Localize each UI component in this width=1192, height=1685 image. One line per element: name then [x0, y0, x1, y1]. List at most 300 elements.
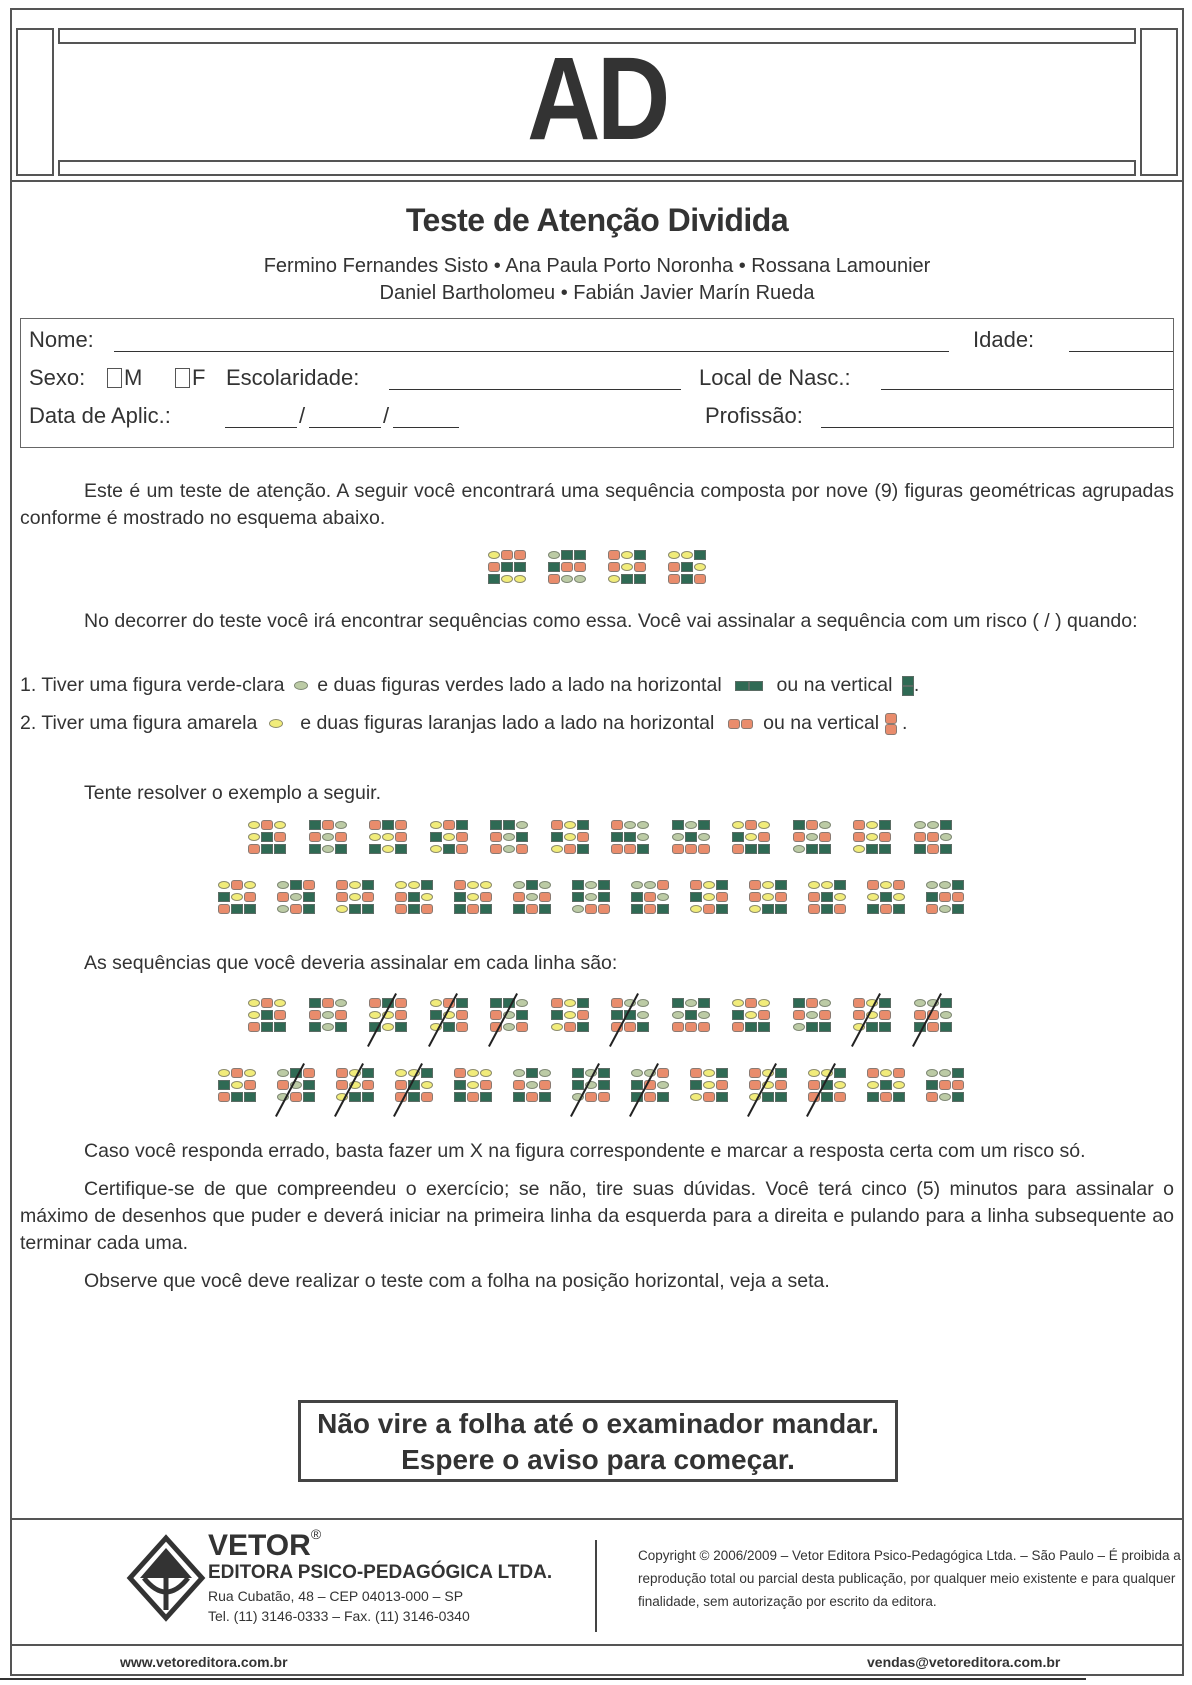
green-square-icon	[775, 1092, 787, 1102]
authors-line-1: Fermino Fernandes Sisto • Ana Paula Porto Noronha • Rossana Lamounier	[263, 255, 931, 277]
green-square-icon	[940, 1022, 952, 1032]
figure-grid[interactable]	[690, 880, 728, 916]
orange-square-icon	[668, 562, 680, 572]
orange-square-icon	[793, 832, 805, 842]
orange-square-icon	[261, 820, 273, 830]
green-square-icon	[634, 550, 646, 560]
green-square-icon	[806, 1022, 818, 1032]
light-green-ellipse-icon	[939, 1069, 951, 1077]
orange-square-icon	[749, 1068, 761, 1078]
orange-square-icon	[927, 844, 939, 854]
orange-square-icon	[336, 880, 348, 890]
figure-grid[interactable]	[853, 820, 891, 856]
form-row-3	[29, 403, 1165, 433]
green-square-icon	[244, 904, 256, 914]
escolaridade-field[interactable]	[389, 389, 681, 390]
yellow-ellipse-icon	[762, 881, 774, 889]
light-green-ellipse-icon	[672, 1011, 684, 1019]
yellow-ellipse-icon	[564, 821, 576, 829]
yellow-ellipse-icon	[218, 1069, 230, 1077]
green-square-icon	[867, 904, 879, 914]
orange-square-icon	[490, 832, 502, 842]
orange-square-icon	[218, 1092, 230, 1102]
figure-grid[interactable]	[572, 880, 610, 916]
orange-square-icon	[749, 892, 761, 902]
orange-square-icon	[290, 904, 302, 914]
green-square-icon	[443, 1022, 455, 1032]
publisher-phone: Tel. (11) 3146-0333 – Fax. (11) 3146-0340	[208, 1608, 470, 1624]
green-square-icon	[893, 1092, 905, 1102]
light-green-ellipse-icon	[513, 1069, 525, 1077]
green-square-icon	[395, 844, 407, 854]
orange-square-icon	[749, 1080, 761, 1090]
figure-grid[interactable]	[336, 880, 374, 916]
orange-square-icon	[574, 562, 586, 572]
orange-square-icon	[467, 904, 479, 914]
local-nasc-field[interactable]	[881, 389, 1173, 390]
figure-grid[interactable]	[551, 998, 589, 1034]
figure-grid[interactable]	[490, 998, 528, 1034]
idade-field[interactable]	[1069, 351, 1173, 352]
green-square-icon	[362, 1092, 374, 1102]
orange-square-icon	[624, 844, 636, 854]
orange-square-icon	[551, 998, 563, 1008]
sexo-f-checkbox[interactable]	[175, 368, 190, 388]
green-square-icon	[611, 1010, 623, 1020]
green-square-icon	[303, 892, 315, 902]
light-green-ellipse-icon	[539, 881, 551, 889]
figure-grid[interactable]	[248, 998, 286, 1034]
orange-square-icon	[819, 832, 831, 842]
orange-square-icon	[758, 832, 770, 842]
orange-square-icon	[277, 892, 289, 902]
green-square-icon	[716, 1068, 728, 1078]
green-square-icon	[572, 1080, 584, 1090]
rule-2: 2. Tiver uma figura amarela e duas figuras laranjas lado a lado na horizontal ou na vertical .	[20, 712, 908, 734]
yellow-ellipse-icon	[758, 821, 770, 829]
green-square-icon	[572, 880, 584, 890]
orange-square-icon	[775, 892, 787, 902]
green-square-icon	[539, 1092, 551, 1102]
figure-grid[interactable]	[277, 880, 315, 916]
green-square-icon	[926, 1080, 938, 1090]
orange-square-icon	[395, 904, 407, 914]
figure-grid[interactable]	[672, 820, 710, 856]
green-square-icon	[548, 562, 560, 572]
green-square-icon	[940, 820, 952, 830]
figure-grid[interactable]	[867, 880, 905, 916]
light-green-ellipse-icon	[926, 881, 938, 889]
sexo-m-checkbox[interactable]	[107, 368, 122, 388]
green-square-icon	[303, 1080, 315, 1090]
email-link[interactable]: vendas@vetoreditora.com.br	[867, 1654, 1061, 1670]
wait-notice	[298, 1400, 898, 1482]
orange-square-icon	[703, 1092, 715, 1102]
two-orange-vertical-icon	[885, 713, 897, 735]
figure-grid[interactable]	[395, 1068, 433, 1104]
intro-paragraph: Este é um teste de atenção. A seguir você encontrará uma sequência composta por nove (9) figuras geométricas agrupadas conforme é mostrado no esquema abaixo.	[20, 480, 1174, 529]
green-square-icon	[681, 562, 693, 572]
escolaridade-label: Escolaridade:	[226, 365, 360, 390]
orange-square-icon	[369, 820, 381, 830]
green-square-icon	[454, 1080, 466, 1090]
figure-grid[interactable]	[430, 998, 468, 1034]
orange-square-icon	[880, 1092, 892, 1102]
orange-square-icon	[598, 1092, 610, 1102]
green-square-icon	[408, 1092, 420, 1102]
orange-square-icon	[745, 998, 757, 1008]
yellow-ellipse-icon	[244, 881, 256, 889]
light-green-ellipse-icon	[539, 1069, 551, 1077]
orange-square-icon	[248, 844, 260, 854]
green-square-icon	[879, 820, 891, 830]
green-square-icon	[490, 820, 502, 830]
yellow-ellipse-icon	[732, 821, 744, 829]
orange-square-icon	[362, 892, 374, 902]
figure-grid[interactable]	[309, 820, 347, 856]
test-sheet	[10, 8, 1184, 1676]
light-green-ellipse-icon	[940, 833, 952, 841]
examinee-form	[20, 318, 1174, 448]
green-square-icon	[480, 1092, 492, 1102]
orange-square-icon	[585, 904, 597, 914]
green-square-icon	[690, 1080, 702, 1090]
frame-left-post	[16, 28, 54, 176]
try-example-text: Tente resolver o exemplo a seguir.	[84, 782, 381, 804]
figure-grid[interactable]	[793, 998, 831, 1034]
yellow-ellipse-icon	[514, 575, 526, 583]
green-square-icon	[261, 1022, 273, 1032]
green-square-icon	[408, 892, 420, 902]
orange-square-icon	[893, 1068, 905, 1078]
figure-grid[interactable]	[611, 820, 649, 856]
yellow-ellipse-icon	[430, 821, 442, 829]
green-square-icon	[309, 998, 321, 1008]
yellow-ellipse-icon	[269, 719, 283, 728]
figure-grid[interactable]	[732, 820, 770, 856]
figure-grid[interactable]	[926, 1068, 964, 1104]
orange-square-icon	[698, 1022, 710, 1032]
green-square-icon	[952, 880, 964, 890]
light-green-ellipse-icon	[585, 893, 597, 901]
yellow-ellipse-icon	[867, 893, 879, 901]
green-square-icon	[577, 1022, 589, 1032]
orange-square-icon	[867, 880, 879, 890]
idade-label: Idade:	[973, 327, 1035, 352]
figure-grid[interactable]	[749, 880, 787, 916]
green-square-icon	[867, 1092, 879, 1102]
profissao-field[interactable]	[821, 427, 1173, 428]
figure-grid[interactable]	[732, 998, 770, 1034]
light-green-ellipse-icon	[277, 1069, 289, 1077]
figure-grid[interactable]	[218, 1068, 256, 1104]
orange-square-icon	[927, 1022, 939, 1032]
vetor-logo-icon	[126, 1534, 206, 1622]
orange-square-icon	[490, 844, 502, 854]
green-square-icon	[309, 820, 321, 830]
green-square-icon	[454, 904, 466, 914]
orange-square-icon	[274, 1010, 286, 1020]
orange-square-icon	[698, 844, 710, 854]
orange-square-icon	[274, 832, 286, 842]
green-square-icon	[218, 892, 230, 902]
green-square-icon	[698, 820, 710, 830]
green-square-icon	[503, 820, 515, 830]
green-square-icon	[716, 880, 728, 890]
yellow-ellipse-icon	[608, 575, 620, 583]
green-square-icon	[349, 1092, 361, 1102]
orange-square-icon	[335, 832, 347, 842]
figure-grid[interactable]	[668, 550, 706, 586]
figure-grid[interactable]	[611, 998, 649, 1034]
orange-square-icon	[488, 562, 500, 572]
orange-square-icon	[551, 820, 563, 830]
light-green-ellipse-icon	[806, 1011, 818, 1019]
orange-square-icon	[834, 904, 846, 914]
yellow-ellipse-icon	[349, 893, 361, 901]
green-square-icon	[657, 1092, 669, 1102]
data-month-field[interactable]	[309, 427, 381, 428]
yellow-ellipse-icon	[564, 833, 576, 841]
orange-square-icon	[513, 1080, 525, 1090]
orange-square-icon	[490, 1010, 502, 1020]
green-square-icon	[244, 1092, 256, 1102]
green-square-icon	[577, 998, 589, 1008]
light-green-ellipse-icon	[322, 1023, 334, 1031]
green-square-icon	[834, 880, 846, 890]
orange-square-icon	[539, 892, 551, 902]
orange-square-icon	[644, 1092, 656, 1102]
green-square-icon	[516, 832, 528, 842]
orange-square-icon	[514, 550, 526, 560]
orange-square-icon	[672, 1022, 684, 1032]
green-square-icon	[631, 1080, 643, 1090]
figure-grid[interactable]	[808, 1068, 846, 1104]
figure-grid[interactable]	[395, 880, 433, 916]
green-square-icon	[551, 832, 563, 842]
figure-grid[interactable]	[914, 820, 952, 856]
form-row-1	[29, 327, 1165, 357]
orange-square-icon	[819, 1010, 831, 1020]
figure-grid[interactable]	[926, 880, 964, 916]
figure-grid[interactable]	[690, 1068, 728, 1104]
figure-grid[interactable]	[430, 820, 468, 856]
figure-grid[interactable]	[672, 998, 710, 1034]
figure-grid[interactable]	[488, 550, 526, 586]
yellow-ellipse-icon	[421, 893, 433, 901]
light-green-ellipse-icon	[939, 881, 951, 889]
green-square-icon	[274, 1022, 286, 1032]
figure-grid[interactable]	[572, 1068, 610, 1104]
yellow-ellipse-icon	[703, 893, 715, 901]
figure-grid[interactable]	[490, 820, 528, 856]
green-square-icon	[490, 998, 502, 1008]
figure-grid[interactable]	[548, 550, 586, 586]
light-green-ellipse-icon	[503, 833, 515, 841]
orange-square-icon	[395, 892, 407, 902]
green-square-icon	[513, 1092, 525, 1102]
light-green-ellipse-icon	[624, 821, 636, 829]
figure-grid[interactable]	[454, 1068, 492, 1104]
orange-square-icon	[309, 832, 321, 842]
sexo-f-option[interactable]: F	[175, 365, 205, 391]
orange-square-icon	[685, 1022, 697, 1032]
light-green-ellipse-icon	[548, 551, 560, 559]
orange-square-icon	[732, 844, 744, 854]
figure-grid[interactable]	[808, 880, 846, 916]
figure-grid[interactable]	[369, 998, 407, 1034]
green-square-icon	[395, 1022, 407, 1032]
figure-grid[interactable]	[551, 820, 589, 856]
yellow-ellipse-icon	[745, 1011, 757, 1019]
orange-square-icon	[634, 562, 646, 572]
frame-right-post	[1140, 28, 1178, 176]
orange-square-icon	[277, 1080, 289, 1090]
green-square-icon	[362, 904, 374, 914]
green-square-icon	[611, 832, 623, 842]
light-green-ellipse-icon	[322, 1011, 334, 1019]
yellow-ellipse-icon	[703, 881, 715, 889]
figure-grid[interactable]	[248, 820, 286, 856]
green-square-icon	[775, 904, 787, 914]
publisher-brand: VETOR®	[208, 1526, 322, 1562]
orange-square-icon	[690, 880, 702, 890]
figure-grid[interactable]	[336, 1068, 374, 1104]
figure-grid[interactable]	[277, 1068, 315, 1104]
data-day-field[interactable]	[225, 427, 297, 428]
date-separator: /	[299, 403, 306, 428]
orange-square-icon	[548, 574, 560, 584]
green-square-icon	[775, 1068, 787, 1078]
wrong-answer-paragraph: Caso você responda errado, basta fazer um X na figura correspondente e marcar a resposta certa com um risco só.	[84, 1140, 1086, 1162]
rule-intro-paragraph: No decorrer do teste você irá encontrar sequências como essa. Você vai assinalar a sequência com um risco ( / ) quando:	[84, 610, 1138, 632]
figure-grid[interactable]	[867, 1068, 905, 1104]
orange-square-icon	[732, 1022, 744, 1032]
yellow-ellipse-icon	[681, 551, 693, 559]
light-green-ellipse-icon	[819, 821, 831, 829]
green-square-icon	[834, 1068, 846, 1078]
light-green-ellipse-icon	[572, 905, 584, 913]
light-green-ellipse-icon	[322, 833, 334, 841]
figure-grid[interactable]	[631, 1068, 669, 1104]
orange-square-icon	[611, 844, 623, 854]
light-green-ellipse-icon	[914, 821, 926, 829]
green-square-icon	[539, 904, 551, 914]
green-square-icon	[621, 574, 633, 584]
green-square-icon	[454, 1092, 466, 1102]
data-year-field[interactable]	[393, 427, 459, 428]
figure-grid[interactable]	[914, 998, 952, 1034]
light-green-ellipse-icon	[277, 881, 289, 889]
orange-square-icon	[248, 1022, 260, 1032]
yellow-ellipse-icon	[231, 893, 243, 901]
yellow-ellipse-icon	[274, 999, 286, 1007]
green-square-icon	[231, 904, 243, 914]
answers-intro-text: As sequências que você deveria assinalar em cada linha são:	[84, 952, 618, 974]
green-square-icon	[551, 1010, 563, 1020]
green-square-icon	[762, 1092, 774, 1102]
yellow-ellipse-icon	[244, 1069, 256, 1077]
green-square-icon	[335, 844, 347, 854]
green-square-icon	[716, 1092, 728, 1102]
data-aplic-label: Data de Aplic.:	[29, 403, 171, 428]
yellow-ellipse-icon	[218, 881, 230, 889]
orange-square-icon	[806, 998, 818, 1008]
orange-square-icon	[516, 1022, 528, 1032]
orange-square-icon	[939, 1080, 951, 1090]
yellow-ellipse-icon	[443, 833, 455, 841]
copyright-notice: Copyright © 2006/2009 – Vetor Editora Psico-Pedagógica Ltda. – São Paulo – É proibida a reprodução total ou parcial desta publicação, por qualquer meio existente e para qualquer finalidade, sem autorização por escrito da editora.	[638, 1548, 1181, 1609]
yellow-ellipse-icon	[893, 1081, 905, 1089]
yellow-ellipse-icon	[866, 821, 878, 829]
sexo-m-option[interactable]: M	[107, 365, 142, 391]
orange-square-icon	[303, 1068, 315, 1078]
light-green-ellipse-icon	[927, 821, 939, 829]
orange-square-icon	[611, 820, 623, 830]
yellow-ellipse-icon	[564, 1011, 576, 1019]
yellow-ellipse-icon	[880, 881, 892, 889]
orange-square-icon	[539, 1080, 551, 1090]
orange-square-icon	[793, 1010, 805, 1020]
light-green-ellipse-icon	[631, 1069, 643, 1077]
yellow-ellipse-icon	[808, 1069, 820, 1077]
figure-grid[interactable]	[369, 820, 407, 856]
figure-grid[interactable]	[793, 820, 831, 856]
green-square-icon	[598, 880, 610, 890]
orange-square-icon	[926, 904, 938, 914]
light-green-ellipse-icon	[698, 833, 710, 841]
nome-field[interactable]	[114, 351, 949, 352]
yellow-ellipse-icon	[467, 1069, 479, 1077]
light-green-ellipse-icon	[290, 893, 302, 901]
figure-grid[interactable]	[454, 880, 492, 916]
figure-grid[interactable]	[218, 880, 256, 916]
figure-grid[interactable]	[309, 998, 347, 1034]
orange-square-icon	[335, 1010, 347, 1020]
orange-square-icon	[806, 820, 818, 830]
yellow-ellipse-icon	[274, 821, 286, 829]
figure-grid[interactable]	[513, 880, 551, 916]
orange-square-icon	[808, 1080, 820, 1090]
orange-square-icon	[456, 844, 468, 854]
green-square-icon	[634, 574, 646, 584]
figure-grid[interactable]	[513, 1068, 551, 1104]
orange-square-icon	[939, 892, 951, 902]
figure-grid[interactable]	[608, 550, 646, 586]
figure-grid[interactable]	[749, 1068, 787, 1104]
figure-grid[interactable]	[631, 880, 669, 916]
website-link[interactable]: www.vetoreditora.com.br	[120, 1654, 288, 1670]
yellow-ellipse-icon	[867, 1081, 879, 1089]
figure-grid[interactable]	[853, 998, 891, 1034]
light-green-ellipse-icon	[503, 1023, 515, 1031]
green-square-icon	[526, 1068, 538, 1078]
light-green-ellipse-icon	[526, 893, 538, 901]
yellow-ellipse-icon	[694, 563, 706, 571]
green-square-icon	[631, 904, 643, 914]
green-square-icon	[369, 844, 381, 854]
green-square-icon	[456, 998, 468, 1008]
orange-square-icon	[526, 1092, 538, 1102]
orange-square-icon	[290, 1092, 302, 1102]
light-green-ellipse-icon	[335, 821, 347, 829]
orange-square-icon	[395, 998, 407, 1008]
yellow-ellipse-icon	[248, 833, 260, 841]
observe-paragraph: Observe que você deve realizar o teste com a folha na posição horizontal, veja a seta.	[84, 1270, 830, 1292]
green-square-icon	[866, 1022, 878, 1032]
orange-square-icon	[577, 1010, 589, 1020]
orange-square-icon	[362, 1080, 374, 1090]
